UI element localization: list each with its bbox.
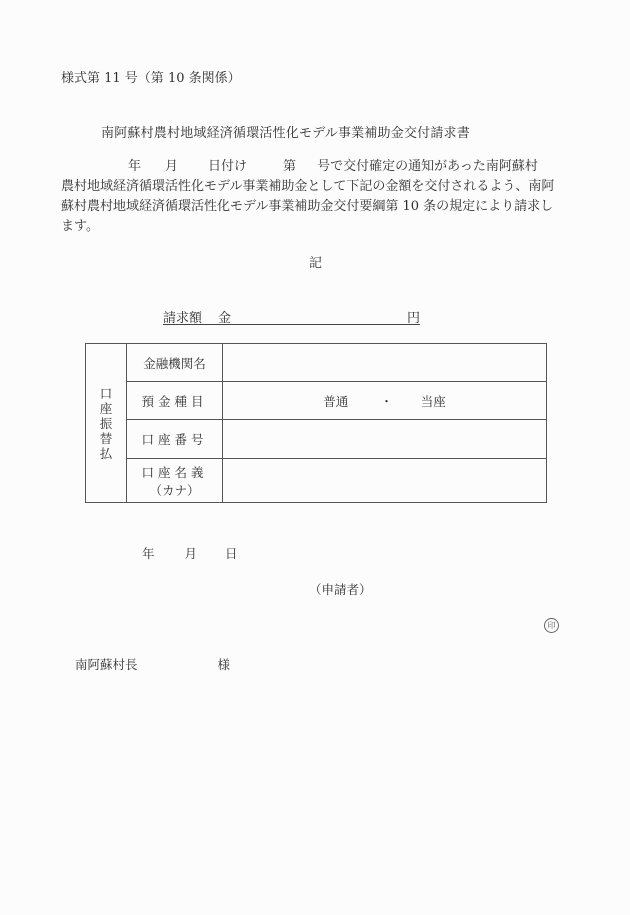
form-number: 様式第 11 号（第 10 条関係） <box>61 71 241 86</box>
account-number-field[interactable] <box>223 420 547 459</box>
blank-year-label: 年 <box>128 159 142 174</box>
statement-line-1 <box>61 157 581 177</box>
deposit-type-field[interactable] <box>223 382 547 420</box>
addressee-honorific: 様 <box>217 657 231 672</box>
deposit-type-options <box>323 392 446 410</box>
date-year-label: 年 <box>142 546 155 561</box>
blank-month-label: 月 <box>165 159 179 174</box>
bank-transfer-table <box>85 343 547 503</box>
request-statement <box>61 157 581 237</box>
application-date[interactable] <box>142 544 238 562</box>
side-char: 口 <box>99 385 113 401</box>
statement-line-1-text: 号で交付確定の通知があった南阿蘇村 <box>317 159 538 174</box>
request-amount-field[interactable] <box>163 307 420 325</box>
account-holder-label <box>127 459 223 503</box>
bank-name-label: 金融機関名 <box>127 344 223 382</box>
side-char: 座 <box>99 400 113 416</box>
account-holder-field[interactable] <box>223 459 547 503</box>
table-row-bank-name <box>86 344 547 382</box>
addressee-name: 南阿蘇村長 <box>75 657 138 672</box>
account-number-label: 口座番号 <box>127 420 223 459</box>
kana-sublabel: （カナ） <box>149 482 200 498</box>
statement-line-4: ます。 <box>61 219 99 234</box>
side-char: 振 <box>99 415 113 431</box>
deposit-type-label: 預金種目 <box>127 382 223 420</box>
yen-suffix: 円 <box>406 311 420 326</box>
document-title: 南阿蘇村農村地域経済循環活性化モデル事業補助金交付請求書 <box>101 126 470 141</box>
table-row-account-holder <box>86 459 547 503</box>
date-month-label: 月 <box>184 546 198 561</box>
statement-line-2: 農村地域経済循環活性化モデル事業補助金として下記の金額を交付されるよう、南阿 <box>61 179 555 194</box>
applicant-label: （申請者） <box>309 582 372 597</box>
date-day-label: 日 <box>225 546 238 561</box>
statement-line-3: 蘇村農村地域経済循環活性化モデル事業補助金交付要綱第 10 条の規定により請求し <box>61 199 554 214</box>
side-char: 替 <box>99 430 113 446</box>
table-row-deposit-type <box>86 382 547 420</box>
option-checking[interactable]: 当座 <box>420 393 446 409</box>
option-separator: ・ <box>380 393 393 409</box>
notice-number-prefix: 第 <box>283 159 297 174</box>
seal-icon: 印 <box>544 618 559 633</box>
side-char: 払 <box>99 445 113 461</box>
request-amount-label: 請求額 <box>163 311 203 326</box>
bank-name-field[interactable] <box>223 344 547 382</box>
account-transfer-label <box>86 344 127 503</box>
option-ordinary[interactable]: 普通 <box>323 393 349 409</box>
amount-prefix: 金 <box>218 311 232 326</box>
account-holder-label-text: 口座名義 <box>141 464 208 480</box>
blank-day-label: 日付け <box>208 159 248 174</box>
table-row-account-number <box>86 420 547 459</box>
ki-heading: 記 <box>309 256 323 271</box>
addressee <box>75 655 230 673</box>
